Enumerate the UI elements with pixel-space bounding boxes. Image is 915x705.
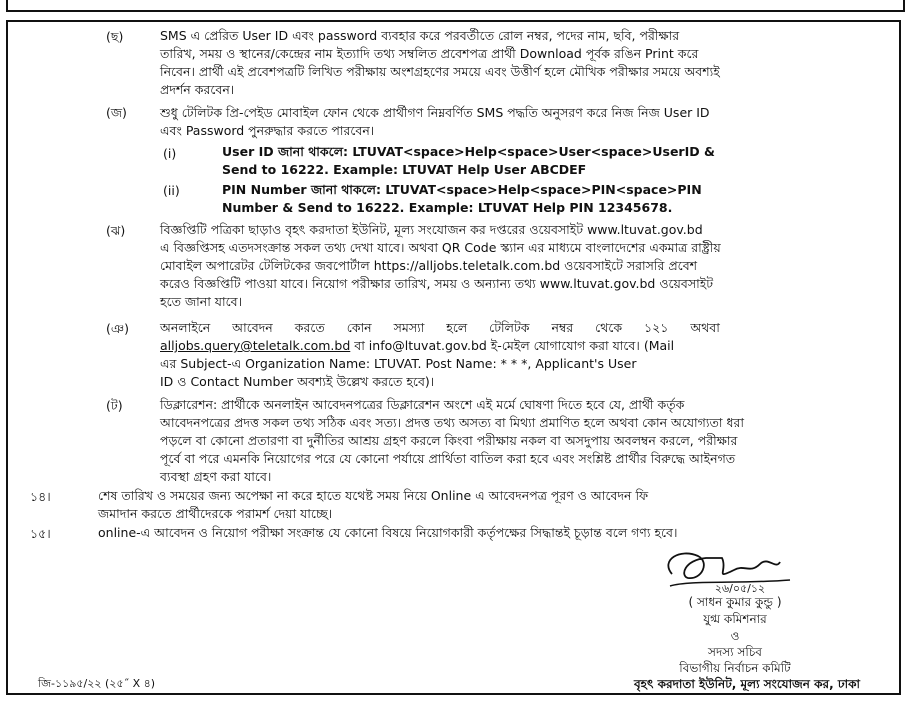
item-nya-line-3: এর Subject-এ Organization Name: LTUVAT. Post Name: * * *, Applicant's User (160, 356, 637, 371)
item-cha-line-3: নিবেন। প্রার্থী এই প্রবেশপত্রটি লিখিত পরীক্ষায় অংশগ্রহণের সময়ে এবং উত্তীর্ণ হলে মৌখিক পরীক্ষার সময়ে অবশ্যই (160, 64, 720, 79)
item-jha-line-5: হতে জানা যাবে। (160, 294, 243, 309)
item-label-ja: (জ) (106, 105, 127, 120)
item-jha-line-2: এ বিজ্ঞপ্তিসহ এতদসংক্রান্ত সকল তথ্য দেখা যাবে। অথবা QR Code স্ক্যান এর মাধ্যমে বাংলাদেশের একমাত্র রাষ্ট্রীয় (160, 240, 721, 255)
point-label-14: ১৪। (30, 489, 51, 504)
item-jha-line-1: বিজ্ঞপ্তিটি পত্রিকা ছাড়াও বৃহৎ করদাতা ইউনিট, মূল্য সংযোজন কর দপ্তরের ওয়েবসাইট www.ltuvat.gov.bd (160, 222, 703, 237)
item-label-cha: (ছ) (106, 29, 124, 44)
point-14-line-2: জমাদান করতে প্রার্থীদেরকে পরামর্শ দেয়া যাচ্ছে। (98, 506, 333, 521)
sub-ii-line-1: PIN Number জানা থাকলে: LTUVAT<space>Help<space>PIN<space>PIN (222, 182, 702, 197)
item-label-nya: (ঞ) (106, 321, 129, 336)
signature-date: ২৬/০৫/১২ (714, 582, 766, 595)
signatory-conj: ও (730, 629, 740, 643)
sub-ii-line-2: Number & Send to 16222. Example: LTUVAT Help PIN 12345678. (222, 200, 673, 215)
sub-i-line-1: User ID জানা থাকলে: LTUVAT<space>Help<space>User<space>UserID & (222, 144, 715, 159)
item-jha-line-4: করেও বিজ্ঞপ্তিটি পাওয়া যাবে। নিয়োগ পরীক্ষার তারিখ, সময় ও অন্যান্য তথ্য www.ltuvat.gov.bd ওয়েবসাইট (160, 276, 714, 291)
item-ta-line-5: ব্যবস্থা গ্রহণ করা যাবে। (160, 469, 272, 484)
item-ja-line-1: শুধু টেলিটক প্রি-পেইড মোবাইল ফোন থেকে প্রার্থীগণ নিম্নবর্ণিত SMS পদ্ধতি অনুসরণ করে নিজ নিজ User ID (160, 105, 710, 120)
sub-i-line-2: Send to 16222. Example: LTUVAT Help User ABCDEF (222, 162, 587, 177)
item-ta-line-1: ডিক্লারেশন: প্রার্থীকে অনলাইন আবেদনপত্রের ডিক্লারেশন অংশে এই মর্মে ঘোষণা দিতে হবে যে, প্রার্থী কর্তৃক (160, 397, 685, 412)
item-ja-line-2: এবং Password পুনরুদ্ধার করতে পারবেন। (160, 123, 375, 138)
item-cha-line-4: প্রদর্শন করবেন। (160, 82, 235, 97)
signatory-designation-1: যুগ্ম কমিশনার (703, 612, 767, 626)
item-label-jha: (ঝ) (106, 223, 126, 238)
signatory-name: ( সাধন কুমার কুন্ডু ) (688, 595, 782, 609)
item-nya-line-4: ID ও Contact Number অবশ্যই উল্লেখ করতে হবে)। (160, 374, 435, 389)
footer-code: জি-১১৯৫/২২ (২৫˝ X ৪) (38, 677, 156, 690)
point-label-15: ১৫। (30, 526, 51, 541)
point-14-line-1: শেষ তারিখ ও সময়ের জন্য অপেক্ষা না করে হাতে যথেষ্ট সময় নিয়ে Online এ আবেদনপত্র পূরণ ও আবেদন ফি (98, 488, 649, 503)
item-nya-line-2-rest: বা info@ltuvat.gov.bd ই-মেইল যোগাযোগ করা যাবে। (Mail (350, 338, 675, 353)
item-ta-line-3: পড়লে বা কোনো প্রতারণা বা দুর্নীতির আশ্রয় গ্রহণ করলে কিংবা পরীক্ষায় নকল বা অসদুপায় অবলম্বন করলে, পরীক্ষার (160, 433, 738, 448)
item-ta-line-2: আবেদনপত্রের প্রদত্ত সকল তথ্য সঠিক এবং সত্য। প্রদত্ত তথ্য অসত্য বা মিথ্যা প্রমাণিত হলে অথবা কোন অযোগ্যতা ধরা (160, 415, 744, 430)
signatory-office: বৃহৎ করদাতা ইউনিট, মূল্য সংযোজন কর, ঢাকা (634, 677, 860, 691)
signatory-designation-2: সদস্য সচিব (708, 645, 762, 659)
signatory-committee: বিভাগীয় নির্বাচন কমিটি (679, 661, 791, 675)
point-15-line-1: online-এ আবেদন ও নিয়োগ পরীক্ষা সংক্রান্ত যে কোনো বিষয়ে নিয়োগকারী কর্তৃপক্ষের সিদ্ধান্তই চূড়ান্ত বলে গণ্য হবে। (98, 525, 678, 540)
item-cha-line-1: SMS এ প্রেরিত User ID এবং password ব্যবহার করে পরবর্তীতে রোল নম্বর, পদের নাম, ছবি, পরীক্ষার (160, 28, 680, 43)
item-label-ta: (ট) (106, 398, 123, 413)
item-ta-line-4: পূর্বে বা পরে এমনকি নিয়োগের পরে যে কোনো পর্যায়ে প্রার্থিতা বাতিল করা হবে এবং সংশ্লিষ্ট প্রার্থীর বিরুদ্ধে আইনগত (160, 451, 736, 466)
top-border-box (6, 0, 905, 12)
item-cha-line-2: তারিখ, সময় ও স্থানের/কেন্দ্রের নাম ইত্যাদি তথ্য সম্বলিত প্রবেশপত্র প্রার্থী Download পূর্বক রঙিন Print করে (160, 46, 699, 61)
sub-label-ii: (ii) (163, 183, 180, 198)
email-link-teletalk[interactable]: alljobs.query@teletalk.com.bd (160, 338, 351, 353)
sub-label-i: (i) (163, 146, 177, 161)
item-nya-line-2 (160, 337, 880, 355)
signature-block (610, 540, 860, 700)
item-nya-line-1: অনলাইনে আবেদন করতে কোন সমস্যা হলে টেলিটক নম্বর থেকে ১২১ অথবা (160, 320, 720, 335)
item-jha-line-3: মোবাইল অপারেটর টেলিটকের জবপোর্টাল https://alljobs.teletalk.com.bd ওয়েবসাইটে সরাসরি প্রবেশ (160, 258, 698, 273)
